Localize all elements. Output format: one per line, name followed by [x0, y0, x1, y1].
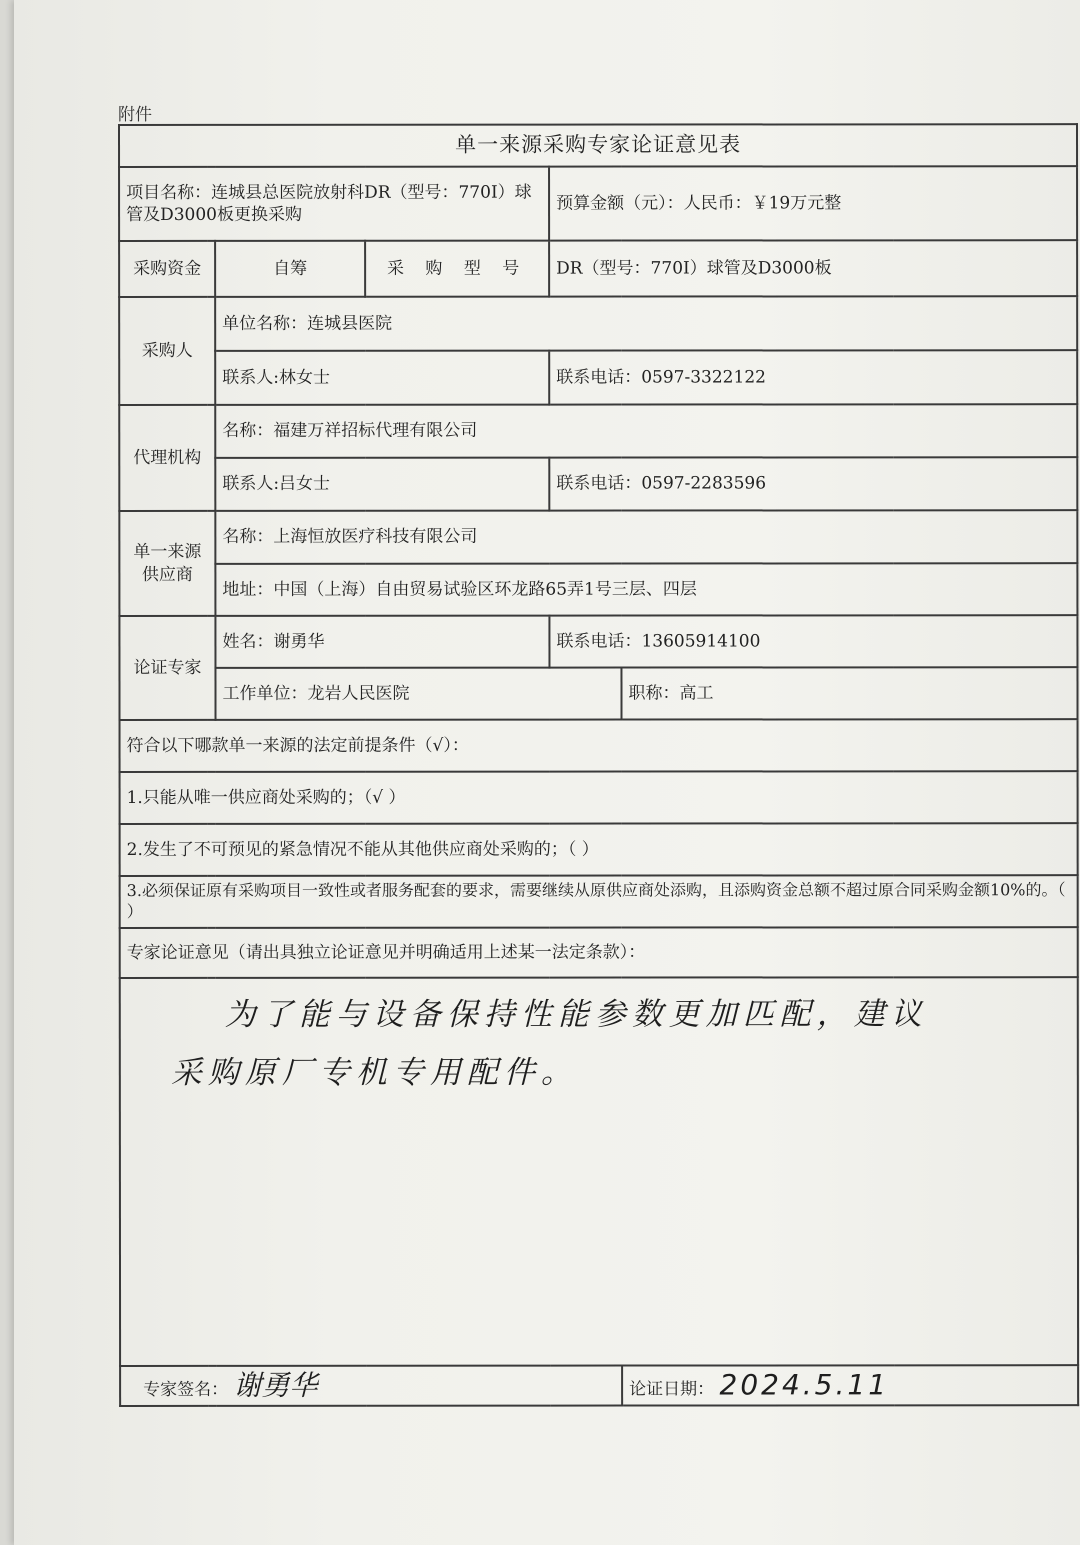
- date-cell: [622, 1365, 1078, 1405]
- purchaser-unit: 单位名称：连城县医院: [215, 296, 1077, 351]
- agency-label: 代理机构: [119, 405, 215, 511]
- handwritten-opinion-line2: 采购原厂专机专用配件。: [170, 1054, 578, 1092]
- procurement-form: [118, 123, 1077, 1407]
- funding-label: 采购资金: [119, 241, 215, 297]
- model-value: DR（型号：770I）球管及D3000板: [549, 240, 1077, 296]
- expert-workplace: 工作单位：龙岩人民医院: [215, 668, 621, 720]
- expert-phone: 联系电话：13605914100: [549, 615, 1077, 667]
- condition-item-2: 2.发生了不可预见的紧急情况不能从其他供应商处采购的；（ ）: [120, 823, 1078, 876]
- attachment-label: 附件: [118, 105, 152, 125]
- signature-cell: [120, 1366, 622, 1406]
- date-label: 论证日期：: [629, 1379, 715, 1400]
- purchaser-contact: 联系人:林女士: [215, 351, 549, 405]
- expert-signature: 谢勇华: [233, 1368, 318, 1402]
- project-name: 项目名称：连城县总医院放射科DR（型号：770I）球管及D3000板更换采购: [119, 167, 549, 241]
- supplier-label: 单一来源供应商: [119, 511, 215, 616]
- condition-item-1: 1.只能从唯一供应商处采购的；（√ ）: [120, 771, 1078, 824]
- agency-phone: 联系电话：0597-2283596: [549, 457, 1077, 510]
- handwritten-opinion-line1: 为了能与设备保持性能参数更加匹配，建议: [224, 996, 928, 1033]
- purchaser-phone: 联系电话：0597-3322122: [549, 350, 1077, 404]
- date-value: 2024.5.11: [719, 1368, 890, 1402]
- expert-label: 论证专家: [119, 616, 215, 720]
- model-label: 采 购 型 号: [365, 241, 549, 297]
- budget-amount: 预算金额（元）：人民币：￥19万元整: [549, 166, 1077, 240]
- condition-item-3: 3.必须保证原有采购项目一致性或者服务配套的要求，需要继续从原供应商处添购，且添购资金总额不超过原合同采购金额10%的。（ ）: [120, 875, 1078, 928]
- opinion-heading: 专家论证意见（请出具独立论证意见并明确适用上述某一法定条款）：: [120, 927, 1078, 978]
- opinion-area: [120, 977, 1078, 1366]
- form-title: 单一来源采购专家论证意见表: [119, 124, 1077, 167]
- supplier-name: 名称：上海恒放医疗科技有限公司: [215, 510, 1077, 564]
- supplier-address: 地址：中国（上海）自由贸易试验区环龙路65弄1号三层、四层: [215, 563, 1077, 616]
- funding-value: 自筹: [215, 241, 365, 297]
- conditions-heading: 符合以下哪款单一来源的法定前提条件（√）：: [120, 719, 1078, 772]
- expert-title: 职称：高工: [621, 667, 1077, 719]
- agency-contact: 联系人:吕女士: [215, 458, 549, 511]
- agency-name: 名称：福建万祥招标代理有限公司: [215, 404, 1077, 458]
- expert-name: 姓名：谢勇华: [215, 616, 549, 668]
- signature-label: 专家签名：: [143, 1379, 229, 1400]
- purchaser-label: 采购人: [119, 297, 215, 405]
